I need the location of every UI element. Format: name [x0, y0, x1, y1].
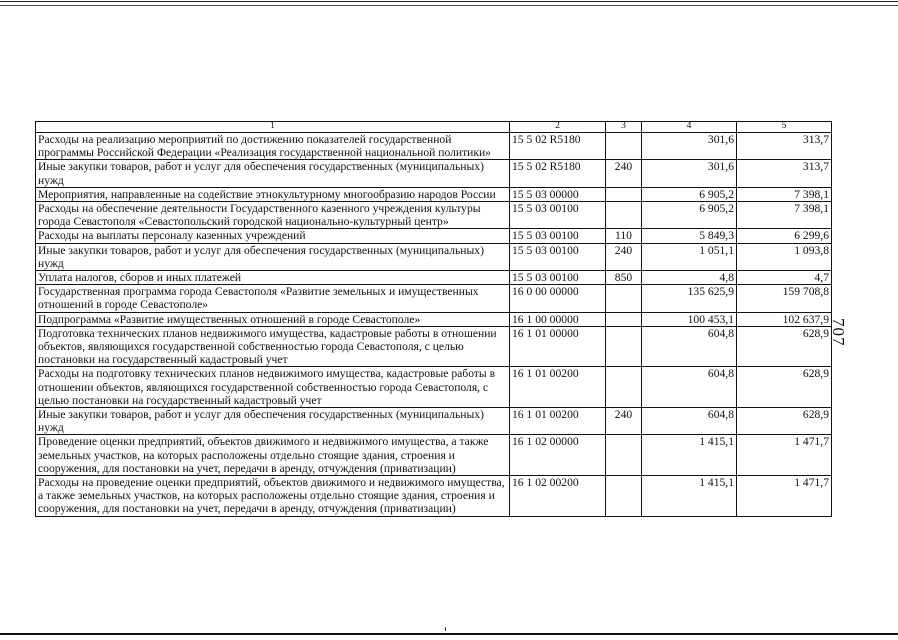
table-row	[36, 312, 832, 326]
row-vr-cell	[606, 312, 642, 326]
table-row	[36, 202, 832, 229]
row-value-col5-cell: 6 299,6	[737, 229, 832, 243]
row-value-col4-cell: 1 415,1	[642, 476, 737, 517]
row-value-col4-cell: 604,8	[642, 367, 737, 408]
table-body	[36, 133, 832, 517]
row-value-col5-cell: 313,7	[737, 160, 832, 187]
row-name-cell: Расходы на выплаты персоналу казенных учреждений	[36, 229, 510, 243]
table-row	[36, 229, 832, 243]
row-value-col5-cell: 1 471,7	[737, 476, 832, 517]
row-value-col5-cell: 159 708,8	[737, 285, 832, 312]
table-row	[36, 435, 832, 476]
row-name-cell: Расходы на проведение оценки предприятий, объектов движимого и недвижимого имущества, а также земельных участков, на которых расположены отдельно стоящие здания, строения и сооружения, для постановки на учет, передачи в аренду, отчуждения (приватизации)	[36, 476, 510, 517]
row-value-col4-cell: 1 051,1	[642, 243, 737, 270]
table-row	[36, 326, 832, 367]
page-number: 707	[829, 318, 848, 347]
scan-mark	[445, 627, 446, 631]
table-row	[36, 367, 832, 408]
row-name-cell: Подпрограмма «Развитие имущественных отношений в городе Севастополе»	[36, 312, 510, 326]
row-name-cell: Расходы на подготовку технических планов недвижимого имущества, кадастровые работы в отношении объектов, являющихся государственной собственностью города Севастополя, с целью постановки на государственный кадастровый учет	[36, 367, 510, 408]
row-vr-cell	[606, 326, 642, 367]
row-vr-cell	[606, 435, 642, 476]
row-vr-cell	[606, 187, 642, 201]
row-code-cell: 16 1 02 00000	[510, 435, 606, 476]
row-name-cell: Расходы на обеспечение деятельности Государственного казенного учреждения культуры города Севастополя «Севастопольский городской национально-культурный центр»	[36, 202, 510, 229]
table-row	[36, 408, 832, 435]
table-row	[36, 271, 832, 285]
row-name-cell: Иные закупки товаров, работ и услуг для обеспечения государственных (муниципальных) нужд	[36, 160, 510, 187]
header-col-4: 4	[642, 122, 737, 133]
row-value-col5-cell: 7 398,1	[737, 202, 832, 229]
row-value-col4-cell: 100 453,1	[642, 312, 737, 326]
row-value-col5-cell: 102 637,9	[737, 312, 832, 326]
row-value-col4-cell: 604,8	[642, 326, 737, 367]
row-vr-cell: 240	[606, 408, 642, 435]
row-value-col5-cell: 4,7	[737, 271, 832, 285]
row-name-cell: Уплата налогов, сборов и иных платежей	[36, 271, 510, 285]
row-vr-cell	[606, 202, 642, 229]
row-vr-cell	[606, 285, 642, 312]
row-vr-cell: 240	[606, 243, 642, 270]
row-name-cell: Проведение оценки предприятий, объектов движимого и недвижимого имущества, а также земельных участков, на которых расположены отдельно стоящие здания, строения и сооружения, для постановки на учет, передачи в аренду, отчуждения (приватизации)	[36, 435, 510, 476]
budget-table	[35, 121, 832, 517]
row-code-cell: 16 1 00 00000	[510, 312, 606, 326]
row-value-col4-cell: 604,8	[642, 408, 737, 435]
table-row	[36, 476, 832, 517]
row-code-cell: 16 1 02 00200	[510, 476, 606, 517]
row-value-col4-cell: 5 849,3	[642, 229, 737, 243]
row-value-col4-cell: 301,6	[642, 133, 737, 160]
row-value-col4-cell: 301,6	[642, 160, 737, 187]
row-vr-cell: 850	[606, 271, 642, 285]
row-code-cell: 15 5 02 R5180	[510, 133, 606, 160]
row-name-cell: Иные закупки товаров, работ и услуг для обеспечения государственных (муниципальных) нужд	[36, 243, 510, 270]
row-code-cell: 15 5 03 00100	[510, 271, 606, 285]
row-name-cell: Мероприятия, направленные на содействие этнокультурному многообразию народов России	[36, 187, 510, 201]
row-value-col5-cell: 1 093,8	[737, 243, 832, 270]
header-col-2: 2	[510, 122, 606, 133]
row-code-cell: 15 5 03 00100	[510, 243, 606, 270]
row-vr-cell: 110	[606, 229, 642, 243]
row-code-cell: 16 1 01 00200	[510, 367, 606, 408]
row-code-cell: 15 5 03 00100	[510, 202, 606, 229]
table-row	[36, 160, 832, 187]
row-vr-cell	[606, 133, 642, 160]
row-vr-cell	[606, 367, 642, 408]
row-code-cell: 16 1 01 00000	[510, 326, 606, 367]
header-col-5: 5	[737, 122, 832, 133]
row-code-cell: 15 5 02 R5180	[510, 160, 606, 187]
row-value-col5-cell: 628,9	[737, 326, 832, 367]
header-col-1: 1	[36, 122, 510, 133]
row-value-col5-cell: 1 471,7	[737, 435, 832, 476]
row-name-cell: Расходы на реализацию мероприятий по достижению показателей государственной программы Российской Федерации «Реализация государственной национальной политики»	[36, 133, 510, 160]
row-value-col4-cell: 4,8	[642, 271, 737, 285]
row-code-cell: 16 0 00 00000	[510, 285, 606, 312]
row-vr-cell: 240	[606, 160, 642, 187]
row-value-col5-cell: 7 398,1	[737, 187, 832, 201]
table-row	[36, 285, 832, 312]
row-value-col4-cell: 6 905,2	[642, 202, 737, 229]
header-row	[36, 122, 832, 133]
row-vr-cell	[606, 476, 642, 517]
row-value-col4-cell: 1 415,1	[642, 435, 737, 476]
scan-edge-bottom	[0, 633, 898, 635]
row-value-col5-cell: 628,9	[737, 367, 832, 408]
row-value-col4-cell: 6 905,2	[642, 187, 737, 201]
scan-edge-top-inner	[0, 5, 898, 6]
table-row	[36, 243, 832, 270]
table-row	[36, 187, 832, 201]
row-name-cell: Подготовка технических планов недвижимого имущества, кадастровые работы в отношении объектов, являющихся государственной собственностью города Севастополя, с целью постановки на государственный кадастровый учет	[36, 326, 510, 367]
header-col-3: 3	[606, 122, 642, 133]
row-value-col5-cell: 313,7	[737, 133, 832, 160]
row-name-cell: Иные закупки товаров, работ и услуг для обеспечения государственных (муниципальных) нужд	[36, 408, 510, 435]
row-name-cell: Государственная программа города Севастополя «Развитие земельных и имущественных отношений в городе Севастополе»	[36, 285, 510, 312]
scan-edge-top	[0, 1, 898, 2]
row-value-col4-cell: 135 625,9	[642, 285, 737, 312]
table-row	[36, 133, 832, 160]
row-code-cell: 16 1 01 00200	[510, 408, 606, 435]
row-code-cell: 15 5 03 00000	[510, 187, 606, 201]
row-code-cell: 15 5 03 00100	[510, 229, 606, 243]
table-header	[36, 122, 832, 133]
row-value-col5-cell: 628,9	[737, 408, 832, 435]
